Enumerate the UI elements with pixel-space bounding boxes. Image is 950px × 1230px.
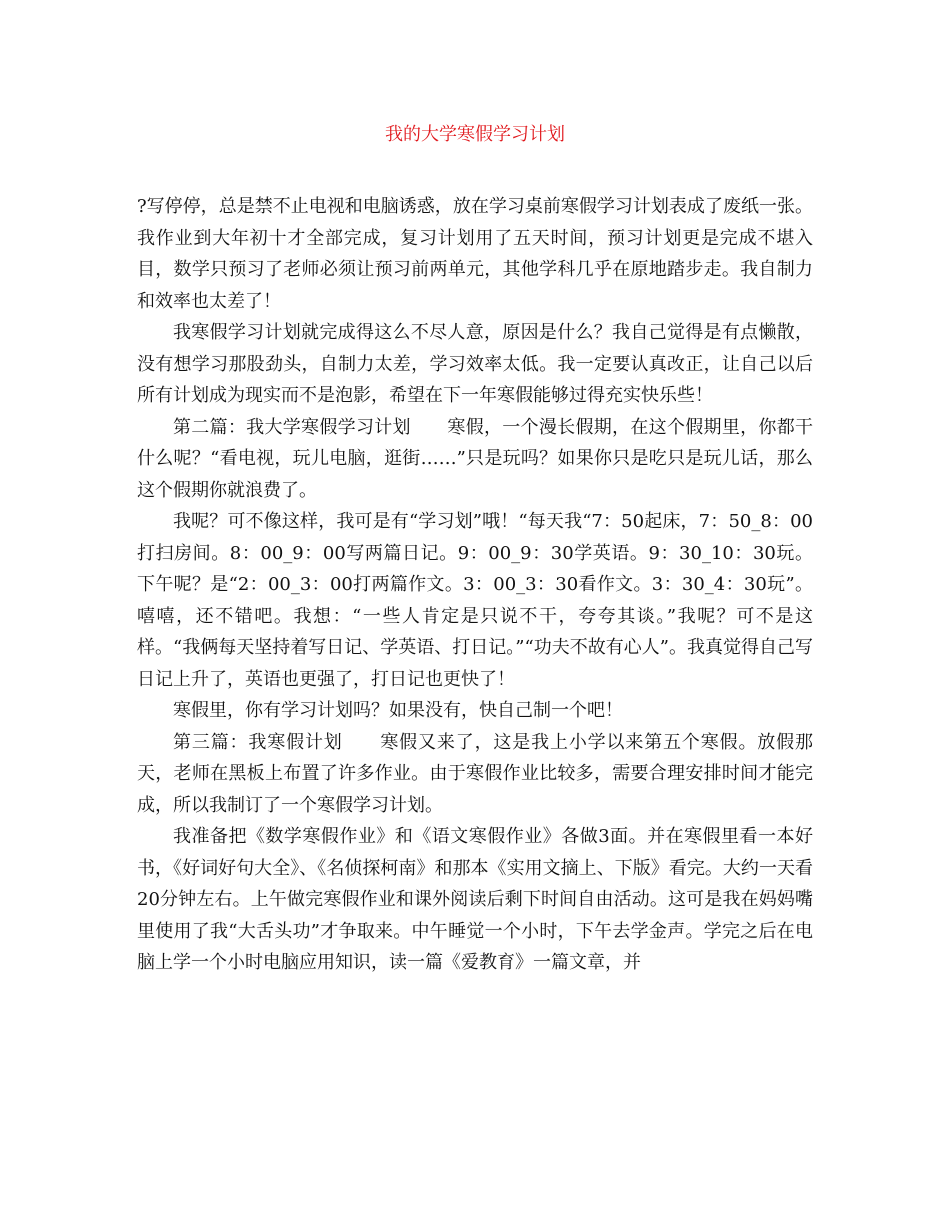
paragraph-6: 第三篇：我寒假计划 寒假又来了，这是我上小学以来第五个寒假。放假那天，老师在黑板上布置了许多作业。由于寒假作业比较多，需要合理安排时间才能完成，所以我制订了一个寒假学习计划。 <box>137 731 813 816</box>
paragraph-1: ?写停停，总是禁不止电视和电脑诱惑，放在学习桌前寒假学习计划表成了废纸一张。我作业到大年初十才全部完成，复习计划用了五天时间，预习计划更是完成不堪入目，数学只预习了老师必须让预习前两单元，其他学科几乎在原地踏步走。我自制力和效率也太差了！ <box>137 196 813 312</box>
paragraph-4: 我呢？可不像这样，我可是有“学习划”哦！“每天我“7：50起床，7：50_8：00打扫房间。8：00_9：00写两篇日记。9：00_9：30学英语。9：30_10：30玩。下午呢？是“2：00_3：00打两篇作文。3：00_3：30看作文。3：30_4：30玩”。嘻嘻，还不错吧。我想：“一些人肯定是只说不干，夸夸其谈。”我呢？可不是这样。“我俩每天坚持着写日记、学英语、打日记。”“功夫不故有心人”。我真觉得自己写日记上升了，英语也更强了，打日记也更快了！ <box>137 511 813 690</box>
paragraph-3: 第二篇：我大学寒假学习计划 寒假，一个漫长假期，在这个假期里，你都干什么呢？“看电视，玩儿电脑，逛街……”只是玩吗？如果你只是吃只是玩儿话，那么这个假期你就浪费了。 <box>137 416 813 501</box>
document-title: 我的大学寒假学习计划 <box>385 124 565 145</box>
paragraph-7: 我准备把《数学寒假作业》和《语文寒假作业》各做3面。并在寒假里看一本好书，《好词好句大全》、《名侦探柯南》和那本《实用文摘上、下版》看完。大约一天看20分钟左右。上午做完寒假作业和课外阅读后剩下时间自由活动。这可是我在妈妈嘴里使用了我“大舌头功”才争取来。中午睡觉一个小时，下午去学金声。学完之后在电脑上学一个小时电脑应用知识，读一篇《爱教育》一篇文章，并 <box>137 826 813 973</box>
paragraph-2: 我寒假学习计划就完成得这么不尽人意，原因是什么？我自己觉得是有点懒散，没有想学习那股劲头，自制力太差，学习效率太低。我一定要认真改正，让自己以后所有计划成为现实而不是泡影，希望在下一年寒假能够过得充实快乐些！ <box>137 322 813 406</box>
document-body <box>137 191 813 979</box>
paragraph-5: 寒假里，你有学习计划吗？如果没有，快自己制一个吧！ <box>173 700 623 721</box>
